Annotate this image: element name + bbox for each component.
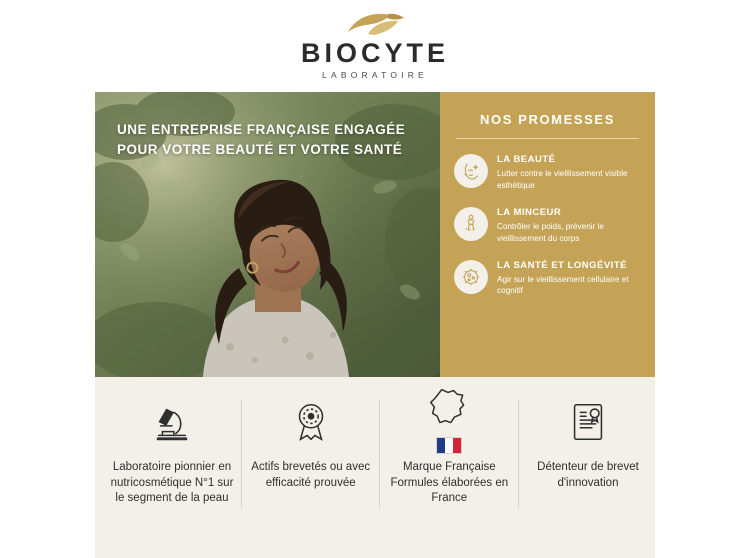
- france-map-icon: [387, 392, 511, 452]
- features-row: [110, 392, 650, 507]
- feature-label: Détenteur de brevet d'innovation: [537, 461, 639, 489]
- brand-tagline: LABORATOIRE: [322, 70, 428, 81]
- france-flag-icon: [436, 437, 462, 454]
- leaf-icon: [344, 12, 406, 38]
- feature-brevet: [526, 392, 650, 491]
- feature-label: Actifs brevetés ou avec efficacité prouvée: [251, 461, 371, 489]
- feature-laboratoire: [110, 392, 234, 507]
- promise-title: LA BEAUTÉ: [497, 154, 556, 165]
- promise-item-sante: [454, 259, 641, 298]
- promise-title: LA MINCEUR: [497, 206, 562, 218]
- hero-heading-line1: UNE ENTREPRISE FRANÇAISE ENGAGÉE: [117, 122, 406, 137]
- patent-document-icon: [526, 392, 650, 452]
- promise-body: Agir sur le vieillissement cellulaire et cognitif: [497, 274, 629, 296]
- promise-text: [497, 153, 637, 192]
- promise-body: Contrôler le poids, prévenir le vieillissement du corps: [497, 221, 604, 243]
- hero-heading-line2: POUR VOTRE BEAUTÉ ET VOTRE SANTÉ: [117, 142, 403, 158]
- feature-label: Laboratoire pionnier en nutricosmétique N°1 sur le segment de la peau: [110, 461, 234, 505]
- feature-actifs-brevetes: [249, 392, 373, 491]
- brand-logo: [301, 12, 449, 80]
- cell-longevity-icon: [454, 260, 488, 294]
- award-rosette-icon: [249, 392, 373, 452]
- hero-heading: [117, 120, 417, 161]
- microscope-icon: [110, 392, 234, 452]
- slimness-body-icon: [454, 207, 488, 241]
- promises-title: NOS PROMESSES: [456, 112, 639, 139]
- promise-item-beaute: [454, 153, 641, 192]
- promise-text: [497, 206, 637, 245]
- promise-title: LA SANTÉ ET LONGÉVITÉ: [497, 259, 627, 271]
- promise-item-minceur: [454, 206, 641, 245]
- promise-text: [497, 259, 637, 298]
- feature-label: Marque Française Formules élaborées en France: [390, 461, 509, 505]
- promises-panel: [440, 92, 655, 377]
- beauty-face-icon: [454, 154, 488, 188]
- header: [0, 0, 750, 92]
- feature-marque-francaise: [387, 392, 511, 507]
- promise-body: Lutter contre le vieillissement visible esthétique: [497, 169, 628, 190]
- brand-name: BIOCYTE: [300, 38, 449, 69]
